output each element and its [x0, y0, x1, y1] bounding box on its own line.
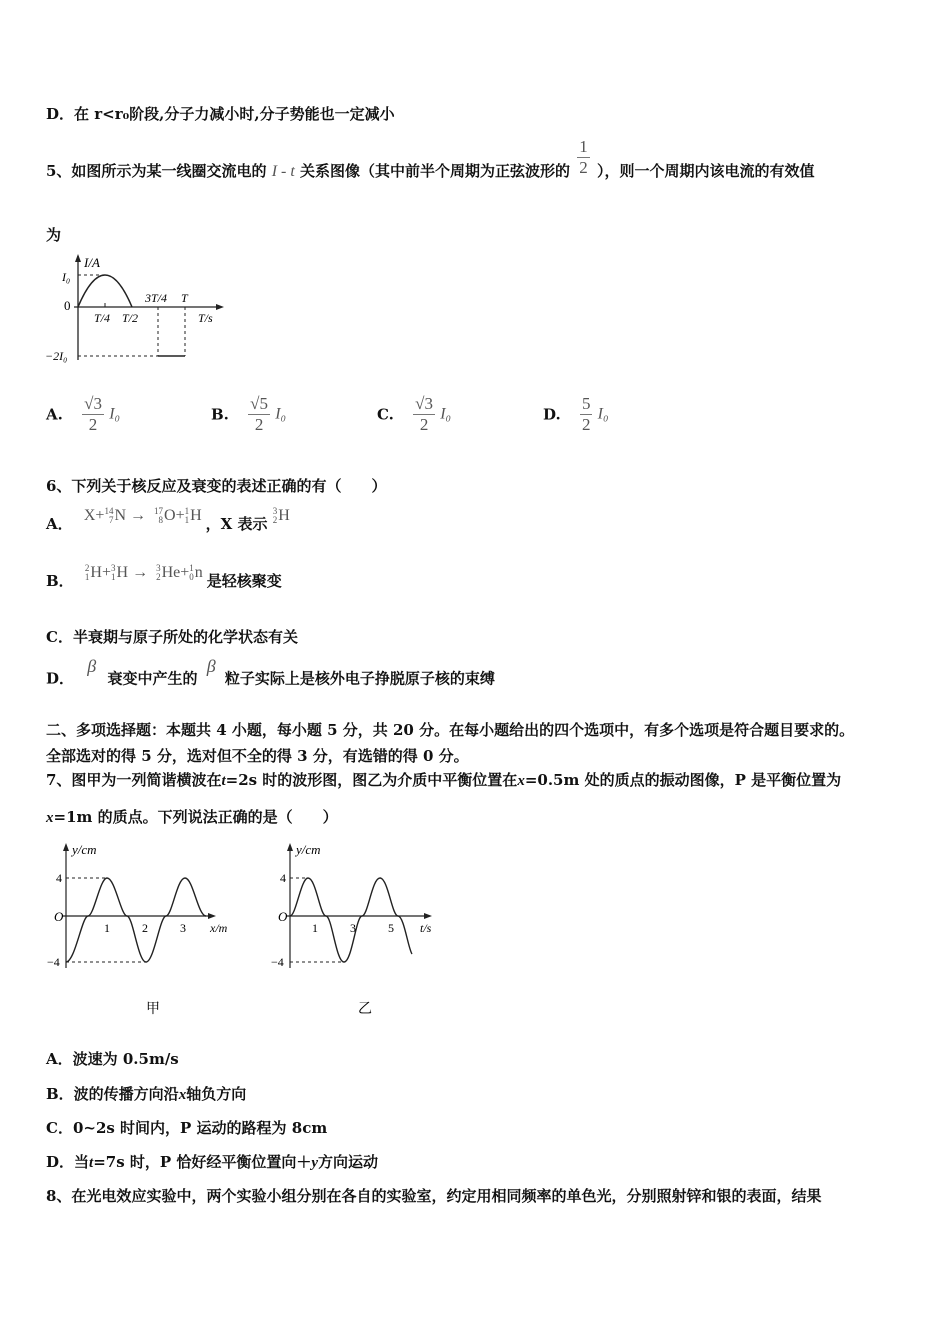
svg-text:−4: −4 — [47, 955, 60, 969]
q7-stem-cont: x=1m 的质点。下列说法正确的是（ ） — [46, 808, 338, 826]
q5-option-b[interactable]: B. $\frac{√5}{2}$ I₀ — [211, 394, 287, 434]
wave-curve-yi — [290, 878, 412, 962]
svg-text:乙: 乙 — [358, 1002, 372, 1017]
q5-half-fraction: $\frac{1}{2}$ — [579, 136, 588, 177]
graph-tT: T — [181, 291, 188, 305]
svg-text:O: O — [54, 909, 64, 924]
q7-option-a[interactable]: A．波速为 0.5m/s — [46, 1050, 179, 1068]
graph-ylabel: I/A — [84, 255, 100, 270]
q6-stem: 6、下列关于核反应及衰变的表述正确的有（ ） — [46, 477, 387, 495]
svg-text:1: 1 — [104, 921, 110, 935]
graph-i0: I₀ — [62, 270, 71, 284]
q4-option-d: D．在 r<r₀阶段,分子力减小时,分子势能也一定减小 — [46, 105, 395, 123]
q7-option-c[interactable]: C．0~2s 时间内，P 运动的路程为 8cm — [46, 1119, 328, 1137]
sine-half — [78, 275, 132, 307]
svg-text:3: 3 — [350, 921, 356, 935]
svg-text:t/s: t/s — [420, 921, 432, 935]
graph-xlabel: T/s — [198, 311, 213, 325]
q7-option-d[interactable]: D．当t=7s 时，P 恰好经平衡位置向＋y方向运动 — [46, 1153, 379, 1171]
q6-option-b[interactable]: B． 2 1H+3 1H → 3 2He+1 0n 是轻核聚变 — [46, 562, 282, 590]
beta-symbol: β — [87, 656, 97, 676]
svg-text:y/cm: y/cm — [296, 842, 321, 857]
q7-graph-yi — [268, 838, 468, 1023]
graph-zero: 0 — [64, 298, 71, 313]
svg-text:5: 5 — [388, 921, 394, 935]
svg-text:x/m: x/m — [210, 921, 228, 935]
svg-text:4: 4 — [56, 871, 62, 885]
q5-option-a[interactable]: A. $\frac{√3}{2}$ I₀ — [46, 394, 121, 434]
q7-graph-jia — [44, 838, 244, 1023]
q7-stem: 7、图甲为一列简谐横波在t=2s 时的波形图，图乙为介质中平衡位置在x=0.5m 处的质点的振动图像，P 是平衡位置为 — [46, 771, 842, 789]
svg-text:O: O — [278, 909, 288, 924]
wave-curve-jia — [66, 878, 206, 962]
graph-neg: −2I₀ — [45, 349, 68, 363]
graph-t34: 3T/4 — [145, 291, 168, 305]
svg-text:4: 4 — [280, 871, 286, 885]
graph-t2: T/2 — [122, 311, 139, 325]
q6-option-c[interactable]: C．半衰期与原子所处的化学状态有关 — [46, 628, 298, 646]
reaction-a: X+14 7N → 17 8O+1 1H — [83, 505, 202, 525]
q5-stem-cont: 为 — [46, 226, 62, 244]
q5-stem: 5、如图所示为某一线圈交流电的 I - t 关系图像（其中前半个周期为正弦波形的 $\frac{1}{2}$ ），则一个周期内该电流的有效值 — [46, 136, 815, 180]
svg-text:2: 2 — [142, 921, 148, 935]
section2-line2: 全部选对的得 5 分，选对但不全的得 3 分，有选错的得 0 分。 — [46, 747, 469, 765]
svg-text:y/cm: y/cm — [72, 842, 97, 857]
svg-text:1: 1 — [312, 921, 318, 935]
q5-option-d[interactable]: D. $\frac{5}{2}$ I₀ — [543, 394, 609, 434]
q5-it-symbol: I - t — [271, 163, 295, 180]
reaction-b: 2 1H+3 1H → 3 2He+1 0n — [84, 562, 203, 582]
q6-option-d[interactable]: D． β 衰变中产生的 β 粒子实际上是核外电子挣脱原子核的束缚 — [46, 656, 495, 688]
svg-text:甲: 甲 — [146, 1002, 160, 1017]
section2-line1: 二、多项选择题：本题共 4 小题，每小题 5 分，共 20 分。在每小题给出的四个选项中，有多个选项是符合题目要求的。 — [46, 721, 855, 739]
q7-option-b[interactable]: B．波的传播方向沿x轴负方向 — [46, 1085, 247, 1103]
q5-current-graph — [44, 252, 234, 367]
graph-t4: T/4 — [94, 311, 111, 325]
svg-text:−4: −4 — [271, 955, 284, 969]
q5-option-c[interactable]: C. $\frac{√3}{2}$ I₀ — [377, 394, 452, 434]
q6-option-a[interactable]: A． X+14 7N → 17 8O+1 1H ，X 表示 3 2H — [46, 505, 290, 533]
q8-stem: 8、在光电效应实验中，两个实验小组分别在各自的实验室，约定用相同频率的单色光，分别照射锌和银的表面，结果 — [46, 1187, 822, 1205]
svg-text:3: 3 — [180, 921, 186, 935]
